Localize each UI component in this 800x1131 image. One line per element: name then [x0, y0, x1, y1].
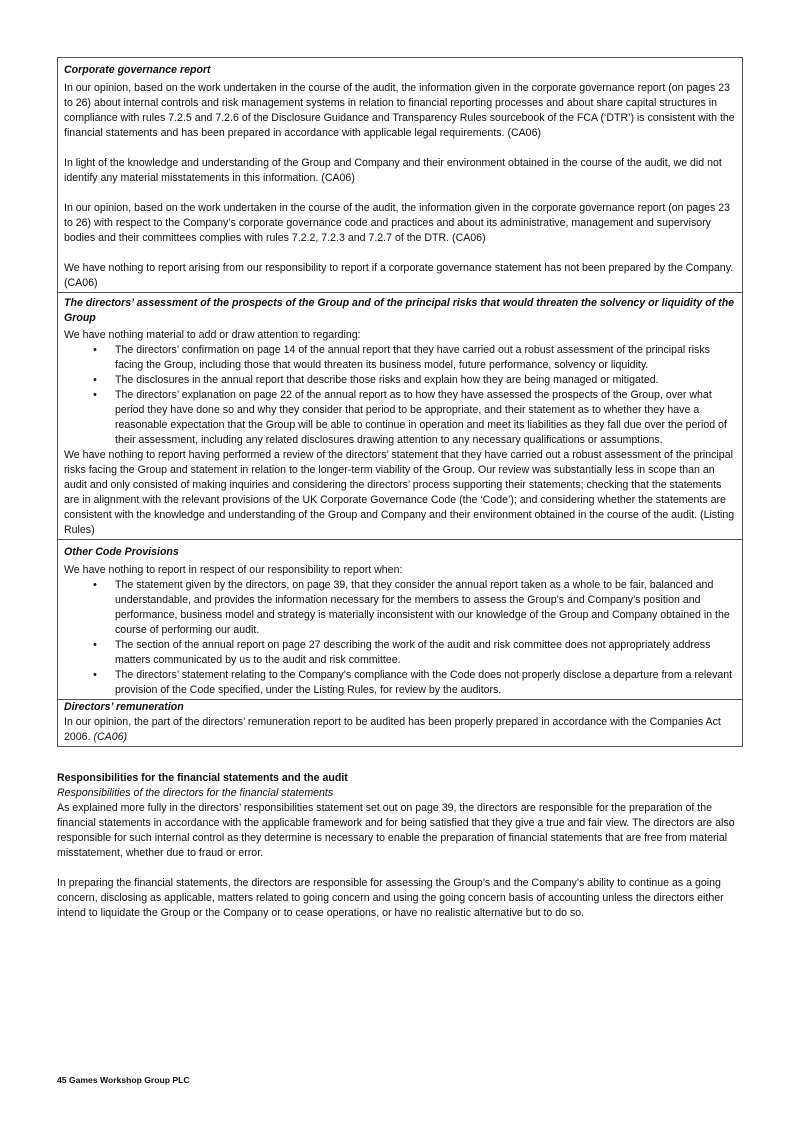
- table-row: [58, 540, 743, 700]
- table-row: [58, 700, 743, 747]
- bullet-icon: •: [93, 389, 97, 401]
- paragraph: In light of the knowledge and understanding of the Group and Company and their environment obtained in the course of the audit, we did not identify any material misstatements in this information. (CA06): [64, 157, 722, 184]
- paragraph: In our opinion, based on the work undertaken in the course of the audit, the information given in the corporate governance report (on pages 23 to 26) with respect to the Company’s corporate governance code and practices and about its administrative, management and supervisory bodies and their committees complies with rules 7.2.2, 7.2.3 and 7.2.7 of the DTR. (CA06): [64, 202, 731, 244]
- list-item: • The directors’ confirmation on page 14 of the annual report that they have carried out a robust assessment of the principal risks facing the Group, including those that would threaten its business model, future performance, solvency or liquidity.: [115, 343, 736, 373]
- bullet-list: [64, 578, 736, 698]
- reporting-table: [57, 57, 743, 747]
- list-item: • The directors’ explanation on page 22 of the annual report as to how they have assessed the prospects of the Group, over what period they have done so and why they consider that period to be appropriate, and their statement as to whether they have a reasonable expectation that the Group will be able to continue in operation and meet its liabilities as they fall due over the period of their assessment, including any related disclosures drawing attention to any necessary qualifications or assumptions.: [115, 388, 736, 448]
- directors-remuneration-cell: [58, 700, 743, 747]
- prospects-cell: [58, 293, 743, 540]
- section-heading: Other Code Provisions: [64, 546, 179, 558]
- paragraph: We have nothing to report in respect of our responsibility to report when:: [64, 564, 403, 576]
- paragraph: We have nothing material to add or draw attention to regarding:: [64, 329, 361, 341]
- page-footer: 45 Games Workshop Group PLC: [57, 1075, 190, 1085]
- paragraph: As explained more fully in the directors’ responsibilities statement set out on page 39, the directors are responsible for the preparation of the financial statements in accordance with the applicable framework and for being satisfied that they give a true and fair view. The directors are also responsible for such internal control as they determine is necessary to enable the preparation of financial statements that are free from material misstatement, whether due to fraud or error.: [57, 802, 735, 859]
- reference: (CA06): [93, 731, 128, 743]
- list-item: • The disclosures in the annual report that describe those risks and explain how they are being managed or mitigated.: [115, 373, 736, 388]
- section-heading: The directors’ assessment of the prospects of the Group and of the principal risks that would threaten the solvency or liquidity of the Group: [64, 297, 735, 324]
- bullet-list: [64, 343, 736, 448]
- corporate-governance-cell: [58, 58, 743, 293]
- list-item: • The section of the annual report on page 27 describing the work of the audit and risk committee does not appropriately address matters communicated by us to the audit and risk committee.: [115, 638, 736, 668]
- report-page: [57, 57, 743, 921]
- bullet-icon: •: [93, 374, 97, 386]
- bullet-icon: •: [93, 579, 97, 591]
- other-code-provisions-cell: [58, 540, 743, 700]
- paragraph: We have nothing to report having performed a review of the directors’ statement that they have carried out a robust assessment of the principal risks facing the Group and statement in relation to the longer-term viability of the Group. Our review was substantially less in scope than an audit and only consisted of making inquiries and considering the directors’ process supporting their statements; checking that the statements are in alignment with the relevant provisions of the UK Corporate Governance Code (the ‘Code’); and considering whether the statements are consistent with the knowledge and understanding of the Group and Company and their environment obtained in the course of the audit. (Listing Rules): [64, 449, 735, 536]
- bullet-icon: •: [93, 639, 97, 651]
- section-heading: Responsibilities for the financial statements and the audit: [57, 772, 348, 784]
- responsibilities-section: [57, 771, 743, 921]
- section-heading: Directors’ remuneration: [64, 701, 184, 713]
- paragraph: In our opinion, based on the work undertaken in the course of the audit, the information given in the corporate governance report (on pages 23 to 26) about internal controls and risk management systems in relation to financial reporting processes and about share capital structures in compliance with rules 7.2.5 and 7.2.6 of the Disclosure Guidance and Transparency Rules sourcebook of the FCA (‘DTR’) is consistent with the financial statements and has been prepared in accordance with applicable legal requirements. (CA06): [64, 82, 735, 139]
- section-heading: Corporate governance report: [64, 64, 211, 76]
- list-item: • The directors’ statement relating to the Company’s compliance with the Code does not properly disclose a departure from a relevant provision of the Code specified, under the Listing Rules, for review by the auditors.: [115, 668, 736, 698]
- bullet-icon: •: [93, 669, 97, 681]
- bullet-icon: •: [93, 344, 97, 356]
- table-row: [58, 58, 743, 293]
- list-item: • The statement given by the directors, on page 39, that they consider the annual report taken as a whole to be fair, balanced and understandable, and provides the information necessary for the members to assess the Group’s and Company’s position and performance, business model and strategy is materially inconsistent with our knowledge of the Group and Company obtained in the course of performing our audit.: [115, 578, 736, 638]
- table-row: [58, 293, 743, 540]
- section-subheading: Responsibilities of the directors for the financial statements: [57, 787, 334, 799]
- paragraph: In our opinion, the part of the directors’ remuneration report to be audited has been properly prepared in accordance with the Companies Act 2006. (CA06): [64, 716, 721, 743]
- paragraph: In preparing the financial statements, the directors are responsible for assessing the Group’s and the Company’s ability to continue as a going concern, disclosing as applicable, matters related to going concern and using the going concern basis of accounting unless the directors either intend to liquidate the Group or the Company or to cease operations, or have no realistic alternative but to do so.: [57, 877, 724, 919]
- paragraph: We have nothing to report arising from our responsibility to report if a corporate governance statement has not been prepared by the Company. (CA06): [64, 262, 734, 289]
